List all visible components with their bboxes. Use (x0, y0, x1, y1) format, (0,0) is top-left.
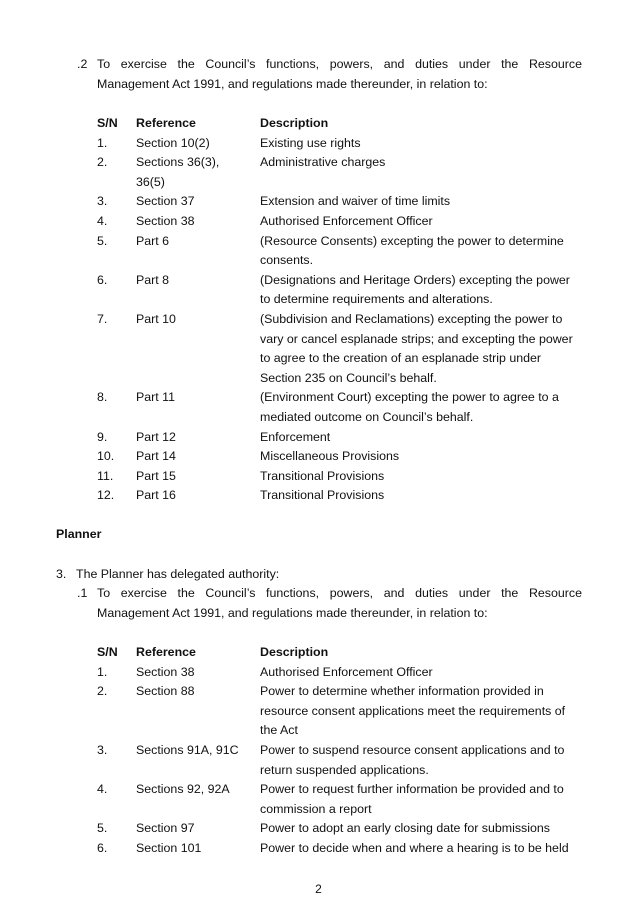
table-row (97, 467, 582, 487)
row-reference: Section 38 (136, 664, 195, 679)
table-row (97, 428, 582, 448)
row-reference: Part 15 (136, 468, 176, 483)
row-description: (Subdivision and Reclamations) excepting the power to vary or cancel esplanade strips; and excepting the power to agree to the creation of an esplanade strip under Section 235 on Council’s behalf. (260, 311, 573, 385)
row-reference: Section 97 (136, 821, 195, 836)
table-row (97, 271, 582, 310)
row-description: Administrative charges (260, 155, 386, 170)
table-row (97, 212, 582, 232)
row-description: Transitional Provisions (260, 468, 385, 483)
header-reference: Reference (136, 645, 196, 659)
delegation-table-b (97, 643, 582, 859)
table-header-row (97, 114, 582, 134)
section-heading-planner: Planner (56, 527, 102, 541)
row-reference: Part 10 (136, 311, 176, 326)
delegation-table-a (97, 114, 582, 506)
table-row (97, 839, 582, 859)
table-row (97, 310, 582, 388)
table-row (97, 192, 582, 212)
header-reference: Reference (136, 116, 196, 130)
page-number: 2 (315, 882, 322, 896)
table-row (97, 447, 582, 467)
table-row (97, 134, 582, 154)
row-description: Authorised Enforcement Officer (260, 664, 433, 679)
row-reference: Part 8 (136, 272, 170, 287)
row-sn: 1. (97, 664, 108, 679)
row-description: (Designations and Heritage Orders) excepting the power to determine requirements and alterations. (260, 272, 570, 307)
row-sn: 3. (97, 194, 108, 209)
row-description: Power to request further information be provided and to commission a report (260, 782, 564, 816)
clause-number: .2 (77, 57, 88, 71)
paragraph-text: The Planner has delegated authority: (76, 567, 280, 581)
clause-text: To exercise the Council’s functions, powers, and duties under the Resource Management Act 1991, and regulations made thereunder, in relation to: (97, 586, 582, 620)
row-reference: Part 6 (136, 233, 170, 248)
row-reference: Sections 92, 92A (136, 782, 230, 797)
row-description: Extension and waiver of time limits (260, 194, 451, 209)
row-sn: 4. (97, 782, 108, 797)
row-sn: 11. (97, 468, 114, 483)
clause-2 (77, 55, 582, 94)
header-description: Description (260, 645, 329, 659)
table-row (97, 663, 582, 683)
paragraph-3 (56, 565, 279, 585)
table-header-row (97, 643, 582, 663)
table-row (97, 819, 582, 839)
row-reference: Part 16 (136, 488, 176, 503)
row-reference: Part 12 (136, 429, 176, 444)
header-sn: S/N (97, 116, 118, 130)
clause-text: To exercise the Council’s functions, powers, and duties under the Resource Management Act 1991, and regulations made thereunder, in relation to: (97, 57, 582, 91)
row-sn: 6. (97, 840, 108, 855)
header-description: Description (260, 116, 329, 130)
clause-number: .1 (77, 586, 88, 600)
table-row (97, 741, 582, 780)
table-row (97, 232, 582, 271)
table-row (97, 153, 582, 192)
row-sn: 10. (97, 449, 115, 464)
row-sn: 8. (97, 390, 108, 405)
row-description: (Environment Court) excepting the power to agree to a mediated outcome on Council’s behalf. (260, 390, 559, 424)
header-sn: S/N (97, 645, 118, 659)
row-description: Power to determine whether information provided in resource consent applications meet the requirements of the Act (260, 684, 566, 738)
row-sn: 2. (97, 155, 108, 170)
row-description: (Resource Consents) excepting the power to determine consents. (260, 233, 564, 268)
table-row (97, 780, 582, 819)
row-sn: 5. (97, 821, 108, 836)
row-sn: 7. (97, 311, 108, 326)
row-reference: Part 14 (136, 449, 176, 464)
table-row (97, 388, 582, 427)
row-sn: 3. (97, 742, 108, 757)
row-description: Transitional Provisions (260, 488, 385, 503)
row-reference: Section 38 (136, 213, 195, 228)
row-sn: 1. (97, 135, 108, 150)
row-description: Existing use rights (260, 135, 361, 150)
row-sn: 9. (97, 429, 108, 444)
row-sn: 12. (97, 488, 115, 503)
row-reference: Sections 36(3), 36(5) (136, 155, 220, 189)
row-description: Enforcement (260, 429, 331, 444)
row-reference: Section 37 (136, 194, 195, 209)
paragraph-number: 3. (56, 567, 67, 581)
table-row (97, 486, 582, 506)
row-description: Miscellaneous Provisions (260, 449, 400, 464)
row-sn: 5. (97, 233, 108, 248)
row-reference: Section 10(2) (136, 135, 210, 150)
clause-1 (77, 584, 582, 623)
row-description: Authorised Enforcement Officer (260, 213, 433, 228)
row-reference: Section 101 (136, 840, 202, 855)
row-description: Power to decide when and where a hearing is to be held (260, 840, 569, 855)
row-reference: Sections 91A, 91C (136, 742, 239, 757)
row-reference: Section 88 (136, 684, 195, 699)
row-sn: 4. (97, 213, 108, 228)
row-sn: 2. (97, 684, 108, 699)
row-description: Power to adopt an early closing date for submissions (260, 821, 550, 836)
row-sn: 6. (97, 272, 108, 287)
row-reference: Part 11 (136, 390, 176, 405)
table-row (97, 682, 582, 741)
row-description: Power to suspend resource consent applications and to return suspended applications. (260, 742, 565, 777)
